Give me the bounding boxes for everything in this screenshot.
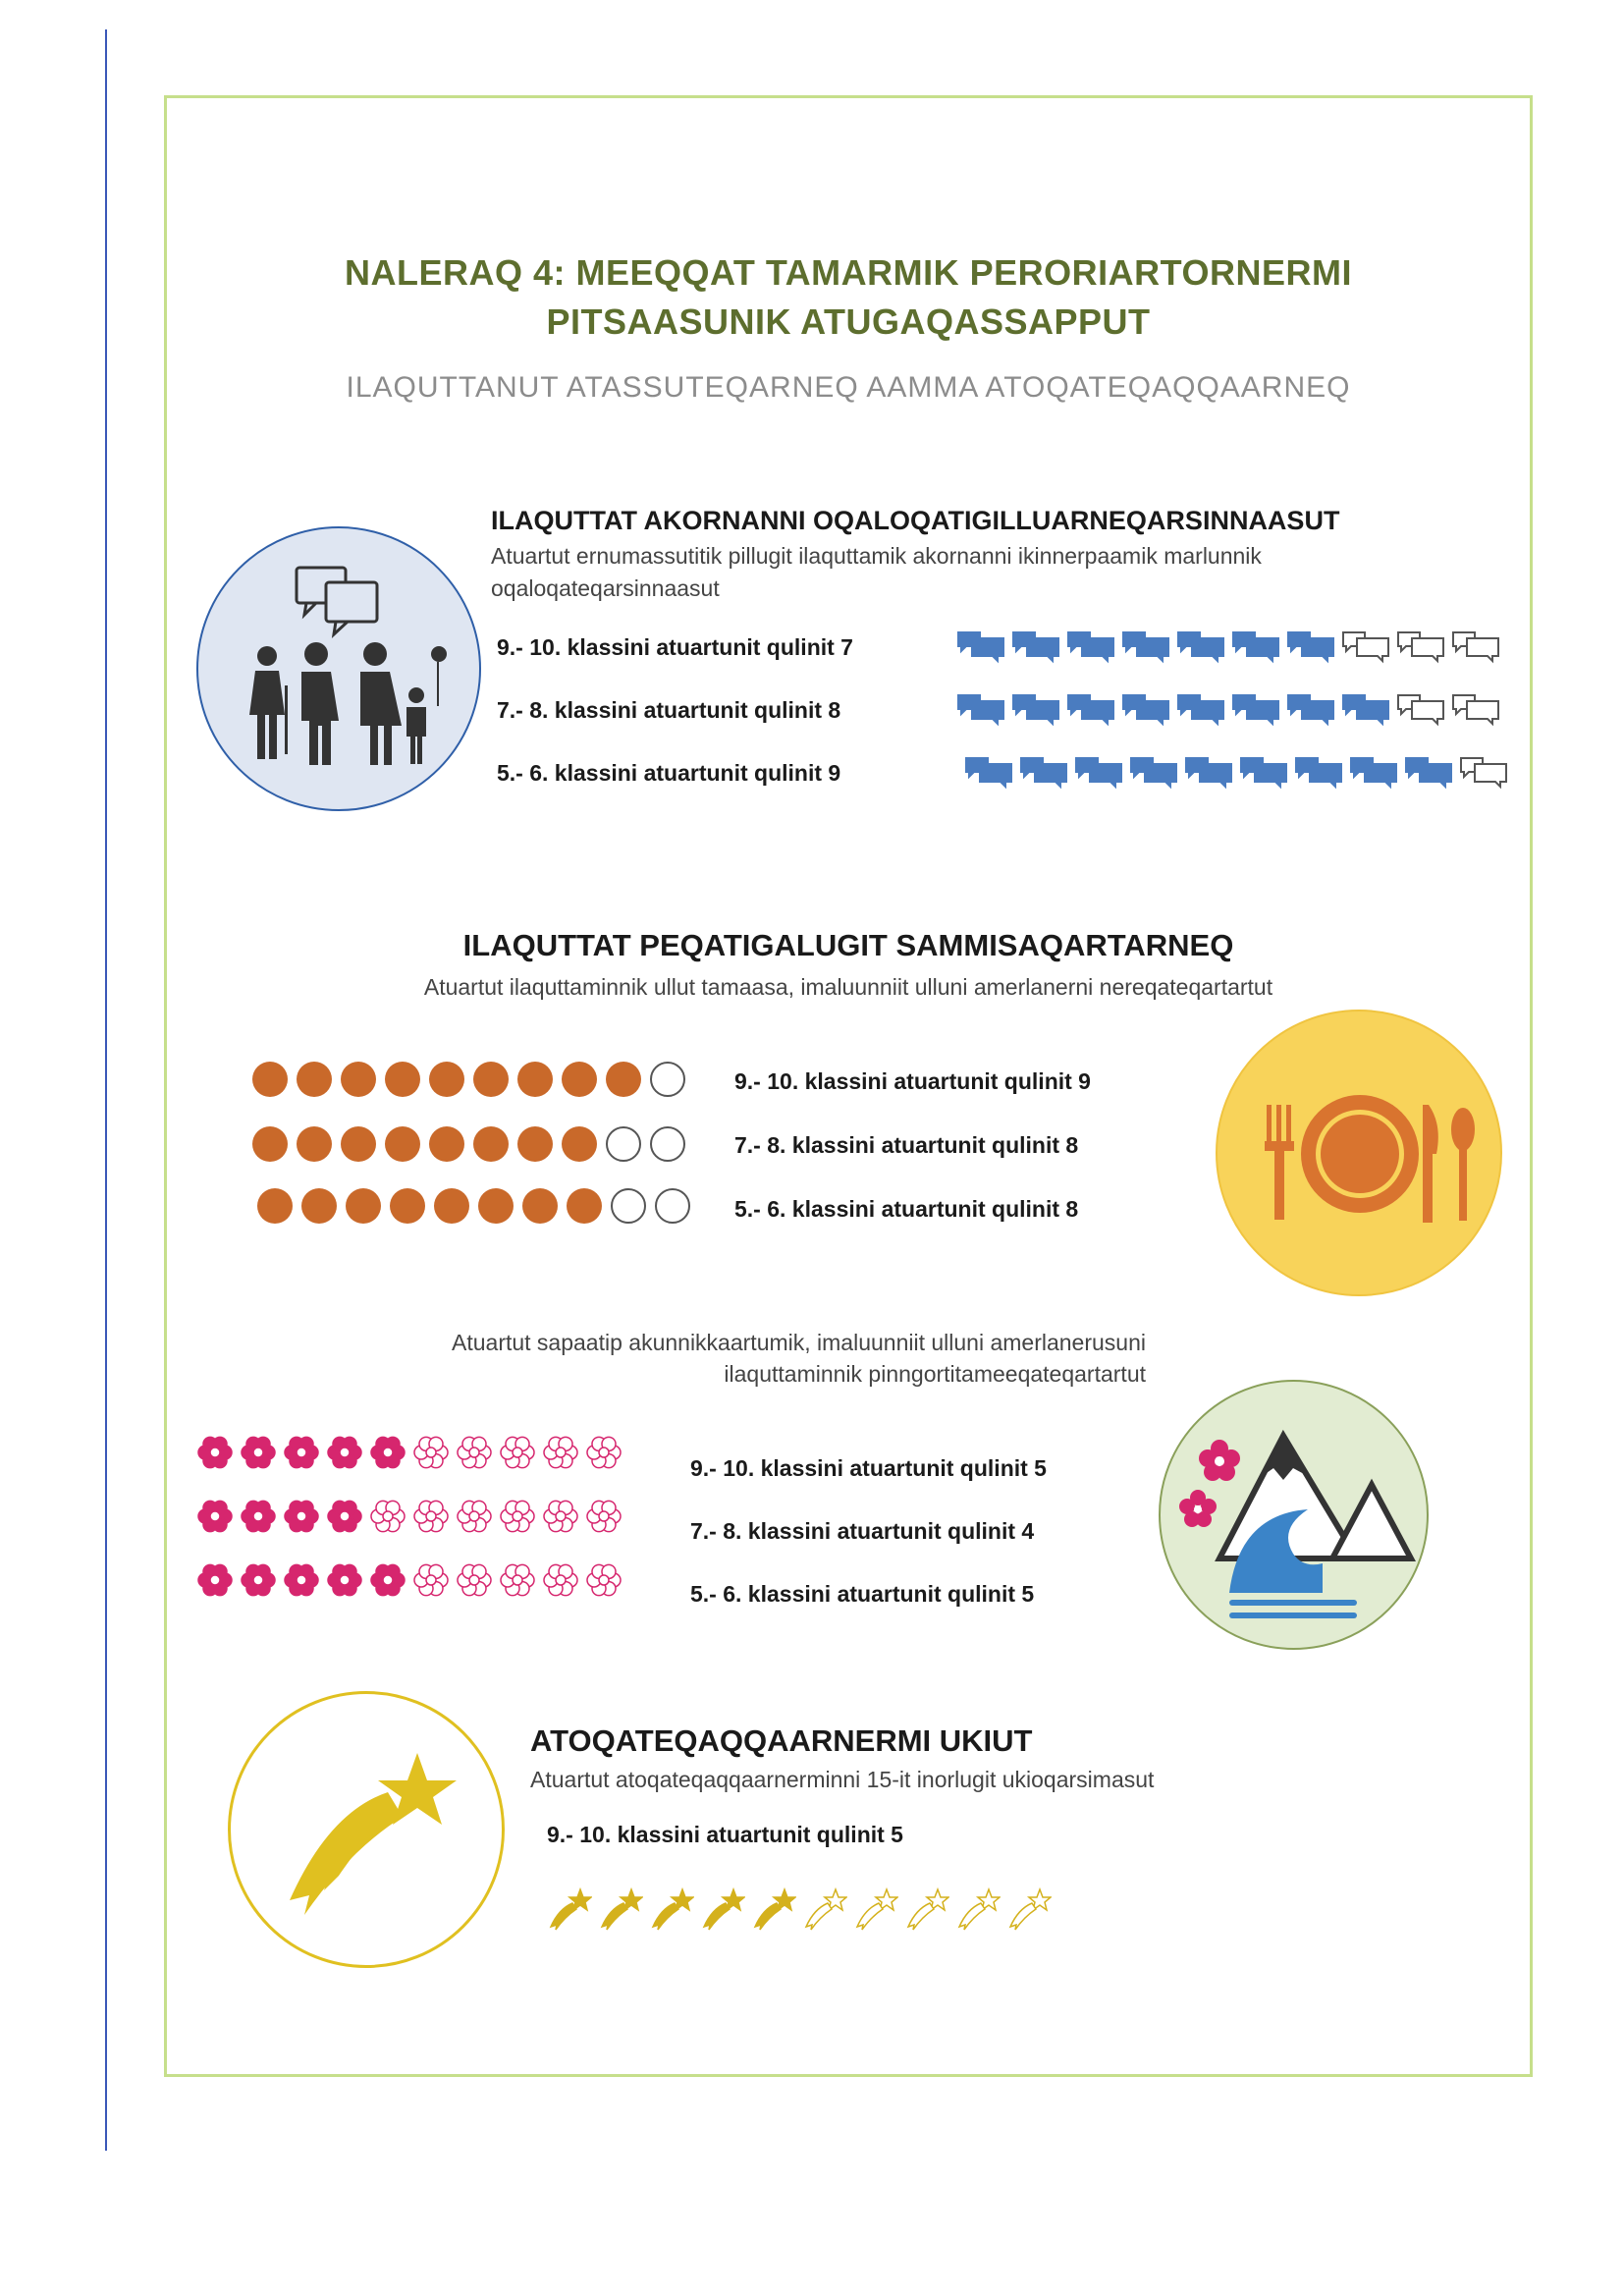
speech-bubble-icon-filled bbox=[1009, 629, 1064, 664]
family-talk-icon bbox=[196, 526, 481, 811]
flower-icon-empty bbox=[499, 1434, 536, 1471]
meal-dot-icon-filled bbox=[562, 1126, 597, 1162]
meal-dot-icon-filled bbox=[252, 1126, 288, 1162]
meal-dot-icon-empty bbox=[606, 1126, 641, 1162]
flower-icon-filled bbox=[240, 1434, 277, 1471]
speech-bubble-icon-filled bbox=[1292, 754, 1347, 790]
meal-dot-icon-filled bbox=[606, 1062, 641, 1097]
meal-dot-icon-filled bbox=[517, 1062, 553, 1097]
speech-bubble-icon-empty bbox=[1394, 629, 1449, 664]
page-title-line2: PITSAASUNIK ATUGAQASSAPPUT bbox=[546, 301, 1151, 342]
shooting-star-mark-icon-filled bbox=[749, 1886, 796, 1933]
shooting-star-mark-icon-empty bbox=[851, 1886, 898, 1933]
shooting-star-mark-icon-filled bbox=[647, 1886, 694, 1933]
section1-row-3-label: 5.- 6. klassini atuartunit qulinit 9 bbox=[497, 760, 841, 786]
speech-bubble-icon-filled bbox=[1284, 691, 1339, 727]
meal-dot-icon-filled bbox=[429, 1062, 464, 1097]
flower-icon-empty bbox=[585, 1498, 623, 1535]
speech-bubble-icon-filled bbox=[1119, 691, 1174, 727]
flower-icon-filled bbox=[196, 1434, 234, 1471]
section1-desc-line1: Atuartut ernumassutitik pillugit ilaquttamik akornanni ikinnerpaamik marlunnik bbox=[491, 543, 1262, 569]
flower-icon-empty bbox=[499, 1498, 536, 1535]
meal-dot-icon-filled bbox=[434, 1188, 469, 1224]
shooting-star-mark-icon-empty bbox=[902, 1886, 949, 1933]
meal-dot-icon-filled bbox=[252, 1062, 288, 1097]
section4-row-1-icons bbox=[545, 1886, 1056, 1933]
shooting-star-mark-icon-filled bbox=[545, 1886, 592, 1933]
meal-dot-icon-filled bbox=[257, 1188, 293, 1224]
margin-line bbox=[105, 29, 107, 2151]
meal-dot-icon-empty bbox=[650, 1126, 685, 1162]
flower-icon-filled bbox=[283, 1434, 320, 1471]
speech-bubble-icon-filled bbox=[1017, 754, 1072, 790]
speech-bubble-icon-empty bbox=[1394, 691, 1449, 727]
meal-dot-icon-empty bbox=[650, 1062, 685, 1097]
section1-row-2-label: 7.- 8. klassini atuartunit qulinit 8 bbox=[497, 697, 841, 723]
meal-dot-icon-filled bbox=[297, 1126, 332, 1162]
meal-dot-icon-filled bbox=[297, 1062, 332, 1097]
flower-icon-filled bbox=[240, 1561, 277, 1599]
meal-dot-icon-filled bbox=[517, 1126, 553, 1162]
meal-dot-icon-filled bbox=[341, 1062, 376, 1097]
meal-dot-icon-filled bbox=[562, 1062, 597, 1097]
section4-desc: Atuartut atoqateqaqqaarnerminni 15-it inorlugit ukioqarsimasut bbox=[530, 1767, 1155, 1792]
section2-desc: Atuartut ilaquttaminnik ullut tamaasa, imaluunniit ulluni amerlanerni nereqateqartartut bbox=[423, 974, 1273, 1000]
section2-heading: ILAQUTTAT PEQATIGALUGIT SAMMISAQARTARNEQ bbox=[462, 928, 1234, 962]
section3-row-1-icons bbox=[196, 1434, 628, 1471]
section4-row-1-label: 9.- 10. klassini atuartunit qulinit 5 bbox=[547, 1822, 903, 1847]
flower-icon-filled bbox=[283, 1498, 320, 1535]
section1-row-1-label: 9.- 10. klassini atuartunit qulinit 7 bbox=[497, 634, 853, 660]
flower-icon-filled bbox=[326, 1561, 363, 1599]
section3-row-2-icons bbox=[196, 1498, 628, 1535]
flower-icon-empty bbox=[542, 1434, 579, 1471]
section2-row-2-icons bbox=[252, 1126, 694, 1162]
flower-icon-filled bbox=[369, 1561, 406, 1599]
section4-heading: ATOQATEQAQQAARNERMI UKIUT bbox=[530, 1723, 1033, 1758]
meal-dot-icon-empty bbox=[655, 1188, 690, 1224]
speech-bubble-icon-empty bbox=[1449, 629, 1504, 664]
speech-bubble-icon-filled bbox=[1119, 629, 1174, 664]
speech-bubble-icon-filled bbox=[1339, 691, 1394, 727]
section2-row-1-icons bbox=[252, 1062, 694, 1097]
page-title-line1: NALERAQ 4: MEEQQAT TAMARMIK PERORIARTORNERMI bbox=[345, 252, 1352, 293]
section3-row-3-icons bbox=[196, 1561, 628, 1599]
speech-bubble-icon-filled bbox=[1237, 754, 1292, 790]
flower-icon-empty bbox=[369, 1498, 406, 1535]
page-subtitle: ILAQUTTANUT ATASSUTEQARNEQ AAMMA ATOQATEQAQQAARNEQ bbox=[346, 371, 1351, 404]
speech-bubble-icon-empty bbox=[1449, 691, 1504, 727]
section1-desc-line2: oqaloqateqarsinnaasut bbox=[491, 575, 720, 601]
flower-icon-empty bbox=[499, 1561, 536, 1599]
flower-icon-filled bbox=[326, 1498, 363, 1535]
section3-row-2-label: 7.- 8. klassini atuartunit qulinit 4 bbox=[690, 1518, 1035, 1544]
meal-dot-icon-filled bbox=[341, 1126, 376, 1162]
meal-dot-icon-filled bbox=[390, 1188, 425, 1224]
flower-icon-filled bbox=[326, 1434, 363, 1471]
shooting-star-mark-icon-empty bbox=[800, 1886, 847, 1933]
section1-heading: ILAQUTTAT AKORNANNI OQALOQATIGILLUARNEQARSINNAASUT bbox=[491, 506, 1340, 535]
section1-row-1-icons bbox=[954, 629, 1504, 664]
shooting-star-mark-icon-filled bbox=[596, 1886, 643, 1933]
shooting-star-mark-icon-empty bbox=[953, 1886, 1001, 1933]
shooting-star-mark-icon-filled bbox=[698, 1886, 745, 1933]
speech-bubble-icon-filled bbox=[1174, 629, 1229, 664]
flower-icon-empty bbox=[412, 1561, 450, 1599]
meal-dot-icon-filled bbox=[385, 1062, 420, 1097]
meal-dot-icon-filled bbox=[473, 1126, 509, 1162]
section3-row-1-label: 9.- 10. klassini atuartunit qulinit 5 bbox=[690, 1455, 1047, 1481]
section2-row-3-icons bbox=[257, 1188, 699, 1224]
meal-dot-icon-filled bbox=[429, 1126, 464, 1162]
flower-icon-filled bbox=[240, 1498, 277, 1535]
speech-bubble-icon-filled bbox=[1064, 629, 1119, 664]
speech-bubble-icon-filled bbox=[1182, 754, 1237, 790]
section2-row-1-label: 9.- 10. klassini atuartunit qulinit 9 bbox=[734, 1068, 1091, 1094]
speech-bubble-icon-filled bbox=[1229, 629, 1284, 664]
flower-icon-empty bbox=[412, 1498, 450, 1535]
flower-icon-empty bbox=[412, 1434, 450, 1471]
mountain-wave-icon bbox=[1159, 1380, 1429, 1650]
plate-cutlery-icon bbox=[1216, 1010, 1502, 1296]
meal-dot-icon-empty bbox=[611, 1188, 646, 1224]
flower-icon-empty bbox=[542, 1561, 579, 1599]
speech-bubble-icon-filled bbox=[1229, 691, 1284, 727]
flower-icon-empty bbox=[456, 1561, 493, 1599]
flower-icon-empty bbox=[585, 1434, 623, 1471]
speech-bubble-icon-filled bbox=[1064, 691, 1119, 727]
meal-dot-icon-filled bbox=[478, 1188, 514, 1224]
speech-bubble-icon-filled bbox=[1009, 691, 1064, 727]
meal-dot-icon-filled bbox=[522, 1188, 558, 1224]
flower-icon-filled bbox=[369, 1434, 406, 1471]
flower-icon-empty bbox=[585, 1561, 623, 1599]
meal-dot-icon-filled bbox=[301, 1188, 337, 1224]
meal-dot-icon-filled bbox=[567, 1188, 602, 1224]
speech-bubble-icon-filled bbox=[954, 629, 1009, 664]
section1-row-2-icons bbox=[954, 691, 1504, 727]
shooting-star-icon bbox=[228, 1691, 505, 1968]
flower-icon-empty bbox=[542, 1498, 579, 1535]
speech-bubble-icon-filled bbox=[1127, 754, 1182, 790]
section2-row-2-label: 7.- 8. klassini atuartunit qulinit 8 bbox=[734, 1132, 1079, 1158]
flower-icon-filled bbox=[196, 1498, 234, 1535]
section2-row-3-label: 5.- 6. klassini atuartunit qulinit 8 bbox=[734, 1196, 1079, 1222]
speech-bubble-icon-filled bbox=[962, 754, 1017, 790]
meal-dot-icon-filled bbox=[346, 1188, 381, 1224]
shooting-star-mark-icon-empty bbox=[1004, 1886, 1052, 1933]
meal-dot-icon-filled bbox=[473, 1062, 509, 1097]
speech-bubble-icon-filled bbox=[1072, 754, 1127, 790]
section3-desc-line1: Atuartut sapaatip akunnikkaartumik, imaluunniit ulluni amerlanerusuni bbox=[452, 1330, 1146, 1355]
meal-dot-icon-filled bbox=[385, 1126, 420, 1162]
section1-row-3-icons bbox=[962, 754, 1512, 790]
flower-icon-filled bbox=[196, 1561, 234, 1599]
speech-bubble-icon-filled bbox=[1284, 629, 1339, 664]
flower-icon-filled bbox=[283, 1561, 320, 1599]
speech-bubble-icon-filled bbox=[1402, 754, 1457, 790]
speech-bubble-icon-filled bbox=[1347, 754, 1402, 790]
speech-bubble-icon-filled bbox=[954, 691, 1009, 727]
speech-bubble-icon-empty bbox=[1339, 629, 1394, 664]
flower-icon-empty bbox=[456, 1498, 493, 1535]
speech-bubble-icon-empty bbox=[1457, 754, 1512, 790]
flower-icon-empty bbox=[456, 1434, 493, 1471]
section3-desc-line2: ilaquttaminnik pinngortitameeqateqartartut bbox=[724, 1361, 1146, 1387]
speech-bubble-icon-filled bbox=[1174, 691, 1229, 727]
section3-row-3-label: 5.- 6. klassini atuartunit qulinit 5 bbox=[690, 1581, 1035, 1607]
